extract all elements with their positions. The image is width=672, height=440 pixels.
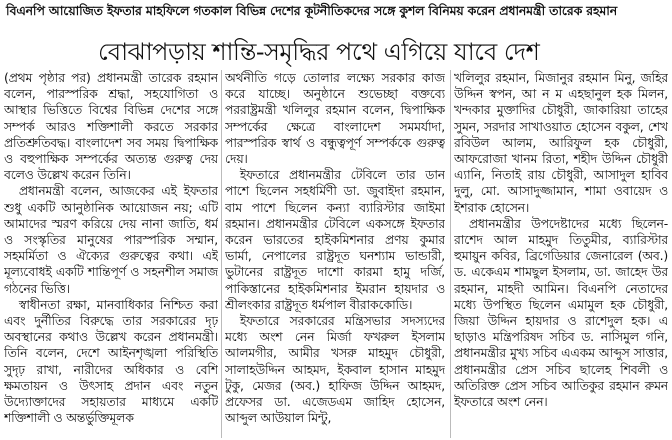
column-divider-2	[450, 70, 451, 438]
article-column-2	[225, 70, 445, 438]
column-1-paragraph-2: প্রধানমন্ত্রী বলেন, আজকের এই ইফতার শুধু একটি আনুষ্ঠানিক আয়োজন নয়; এটি আমাদের স্মরণ করিয়ে দেয় নানা জাতি, ধর্ম ও সংস্কৃতির মানুষের পারস্পরিক সম্মান, সহমর্মিতা ও ঐক্যের গুরুত্বের কথা। এই মূল্যবোধই একটি শান্তিপূর্ণ ও সহনশীল সমাজ গঠনের ভিত্তি।	[4, 183, 218, 296]
article-column-1	[4, 70, 218, 438]
column-2-paragraph-1: অর্থনীতি গড়ে তোলার লক্ষ্যে সরকার কাজ করে যাচ্ছে। অনুষ্ঠানে শুভেচ্ছা বক্তব্যে পররাষ্ট্রমন্ত্রী খলিলুর রহমান বলেন, দ্বিপাক্ষিক সম্পর্কের ক্ষেত্রে বাংলাদেশ সমমর্যাদা, পারস্পরিক স্বার্থ ও বন্ধুত্বপূর্ণ সম্পর্ককে গুরুত্ব দেয়।	[225, 70, 445, 167]
article-headline: বোঝাপড়ায় শান্তি-সমৃদ্ধির পথে এগিয়ে যাবে দেশ	[98, 38, 540, 66]
column-1-paragraph-1: (প্রথম পৃষ্ঠার পর) প্রধানমন্ত্রী তারেক রহমান বলেন, পারস্পরিক শ্রদ্ধা, সহযোগিতা ও আস্থার ভিত্তিতে বিশ্বের বিভিন্ন দেশের সঙ্গে সম্পর্ক আরও শক্তিশালী করতে সরকার প্রতিশ্রুতিবদ্ধ। বাংলাদেশ সব সময় দ্বিপাক্ষিক ও বহুপাক্ষিক সম্পর্কের অত্যন্ত গুরুত্ব দেয় বলেও উল্লেখ করেন তিনি।	[4, 70, 218, 183]
headline-box	[0, 30, 672, 68]
column-3-paragraph-2: প্রধানমন্ত্রীর উপদেষ্টাদের মধ্যে ছিলেন- রাশেদ আল মাহমুদ তিতুমীর, ব্যারিস্টার হুমায়ুন কবির, ব্রিগেডিয়ার জেনারেল (অব.) ড. একেএম শামছুল ইসলাম, ডা. জাহেদ উর রহমান, মাহদী আমিন। বিএনপি নেতাদের মধ্যে উপস্থিত ছিলেন এমামুল হক চৌধুরী, জিয়া উদ্দিন হায়দার ও রাশেদুল হক। এ ছাড়াও মন্ত্রিপরিষদ সচিব ড. নাসিমুল গনি, প্রধানমন্ত্রীর মুখ্য সচিব এএকম আব্দুস সাত্তার, প্রধানমন্ত্রীর প্রেস সচিব ছালেহ শিবলী ও অতিরিক্ত প্রেস সচিব আতিকুর রহমান রুমন ইফতারে অংশ নেন।	[454, 215, 668, 410]
photo-caption: বিএনপি আয়োজিত ইফতার মাহফিলে গতকাল বিভিন্ন দেশের কূটনীতিকদের সঙ্গে কুশল বিনিময় করেন প্রধানমন্ত্রী তারেক রহমান	[6, 3, 617, 18]
column-2-paragraph-3: ইফতারে সরকারের মন্ত্রিসভার সদস্যদের মধ্যে অংশ নেন মির্জা ফখরুল ইসলাম আলমগীর, আমীর খসরু মাহমুদ চৌধুরী, সালাহউদ্দিন আহমদ, ইকবাল হাসান মাহমুদ টুকু, মেজর (অব.) হাফিজ উদ্দিন আহমদ, প্রফেসর ডা. এজেডএম জাহিদ হোসেন, আব্দুল আউয়াল মিন্টু,	[225, 313, 445, 426]
column-3-paragraph-1: খলিলুর রহমান, মিজানুর রহমান মিনু, জহির উদ্দিন স্বপন, আ ন ম এহছানুল হক মিলন, খন্দকার মুক্তাদির চৌধুরী, জাকারিয়া তাহের সুমন, সরদার সাখাওয়াত হোসেন বকুল, শেখ রবিউল আলম, আরিফুল হক চৌধুরী, আফরোজা খানম রিতা, শহীদ উদ্দিন চৌধুরী এ্যানি, নিতাই রায় চৌধুরী, আসাদুল হাবিব দুলু, মো. আসাদুজ্জামান, শামা ওবায়েদ ও ইশরাক হোসেন।	[454, 70, 668, 215]
column-1-paragraph-3: স্বাধীনতা রক্ষা, মানবাধিকার নিশ্চিত করা এবং দুর্নীতির বিরুদ্ধে তার সরকারের দৃঢ় অবস্থানের কথাও উল্লেখ করেন প্রধানমন্ত্রী। তিনি বলেন, দেশে আইনশৃঙ্খলা পরিস্থিতি সুদৃঢ় রাখা, নারীদের অধিকার ও বেশি ক্ষমতায়ন ও উৎসাহ প্রদান এবং নতুন উদ্যোক্তাদের সহায়তার মাধ্যমে একটি শক্তিশালী ও অন্তর্ভুক্তিমূলক	[4, 296, 218, 426]
photo-caption-strip	[0, 0, 672, 26]
column-divider-1	[221, 70, 222, 438]
column-2-paragraph-2: ইফতারে প্রধানমন্ত্রীর টেবিলে তার ডান পাশে ছিলেন সহধর্মিণী ডা. জুবাইদা রহমান, বাম পাশে ছিলেন কন্যা ব্যারিস্টার জাইমা রহমান। প্রধানমন্ত্রীর টেবিলে একসঙ্গে ইফতার করেন ভারতের হাইকমিশনার প্রণয় কুমার ভার্মা, নেপালের রাষ্ট্রদূত ঘনশ্যাম ভান্ডারী, ভুটানের রাষ্ট্রদূত দাশো কারমা হামু দর্জি, পাকিস্তানের হাইকমিশনার ইমরান হায়দার ও শ্রীলংকার রাষ্ট্রদূত ধর্মপাল বীরাককোডি।	[225, 167, 445, 312]
article-column-3	[454, 70, 668, 438]
